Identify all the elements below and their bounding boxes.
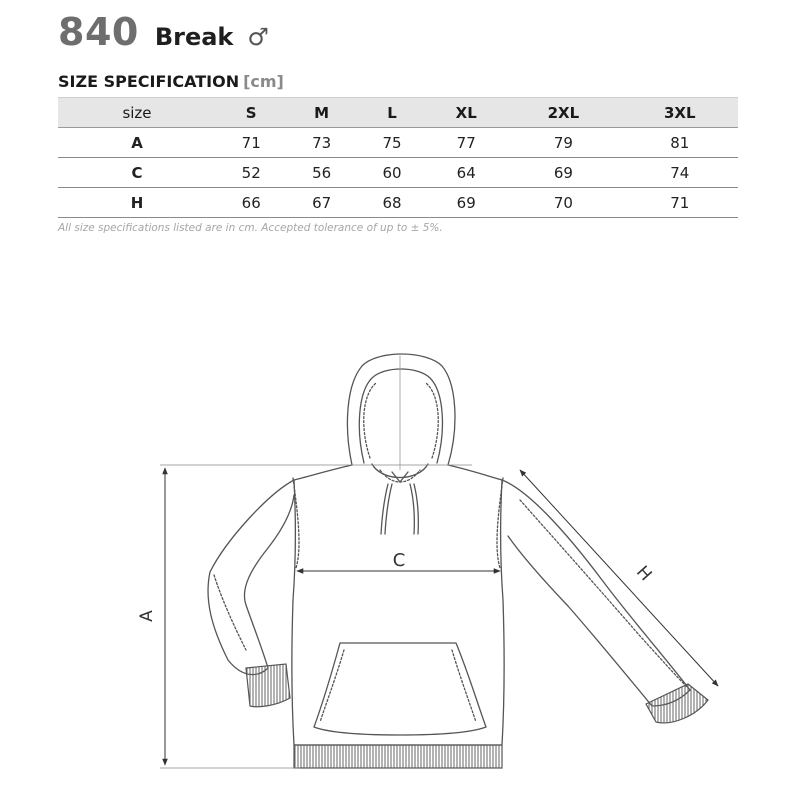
header-cell-l: L (357, 98, 427, 128)
row-label: H (58, 188, 216, 218)
table-cell: 79 (505, 128, 621, 158)
hood-inner (359, 369, 442, 463)
label-a: A (137, 610, 157, 622)
header-cell-3xl: 3XL (622, 98, 738, 128)
table-cell: 69 (505, 158, 621, 188)
hood-outline (347, 354, 455, 465)
header-cell-xl: XL (427, 98, 505, 128)
waistband (294, 745, 502, 768)
male-icon: ♂ (247, 23, 269, 51)
kangaroo-pocket (314, 643, 486, 735)
shoulder-right (448, 465, 502, 480)
size-spec-title: SIZE SPECIFICATION (58, 72, 240, 91)
size-spec-unit: [cm] (243, 72, 284, 91)
drawstring-right (410, 484, 414, 534)
table-cell: 56 (286, 158, 356, 188)
sleeve-right (502, 480, 690, 706)
product-code: 840 (58, 10, 139, 54)
header-cell-2xl: 2XL (505, 98, 621, 128)
table-cell: 66 (216, 188, 286, 218)
table-cell: 71 (622, 188, 738, 218)
cuff-left (246, 664, 290, 707)
table-cell: 67 (286, 188, 356, 218)
header-cell-size: size (58, 98, 216, 128)
table-cell: 71 (216, 128, 286, 158)
sleeve-left (208, 480, 294, 675)
table-cell: 69 (427, 188, 505, 218)
table-cell: 75 (357, 128, 427, 158)
row-label: A (58, 128, 216, 158)
product-name: Break (154, 23, 234, 51)
label-h: H (632, 562, 656, 586)
table-cell: 70 (505, 188, 621, 218)
table-cell: 64 (427, 158, 505, 188)
header-cell-m: M (286, 98, 356, 128)
dimension-h-line (520, 470, 718, 686)
tolerance-note: All size specifications listed are in cm. Accepted tolerance of up to ± 5%. (58, 222, 443, 234)
table-cell: 74 (622, 158, 738, 188)
table-cell: 73 (286, 128, 356, 158)
table-cell: 68 (357, 188, 427, 218)
header-cell-s: S (216, 98, 286, 128)
table-cell: 77 (427, 128, 505, 158)
table-cell: 81 (622, 128, 738, 158)
table-cell: 60 (357, 158, 427, 188)
label-c: C (392, 550, 406, 571)
shoulder-left (294, 465, 352, 480)
row-label: C (58, 158, 216, 188)
table-cell: 52 (216, 158, 286, 188)
body-outline (292, 480, 504, 745)
cuff-right (646, 684, 708, 723)
